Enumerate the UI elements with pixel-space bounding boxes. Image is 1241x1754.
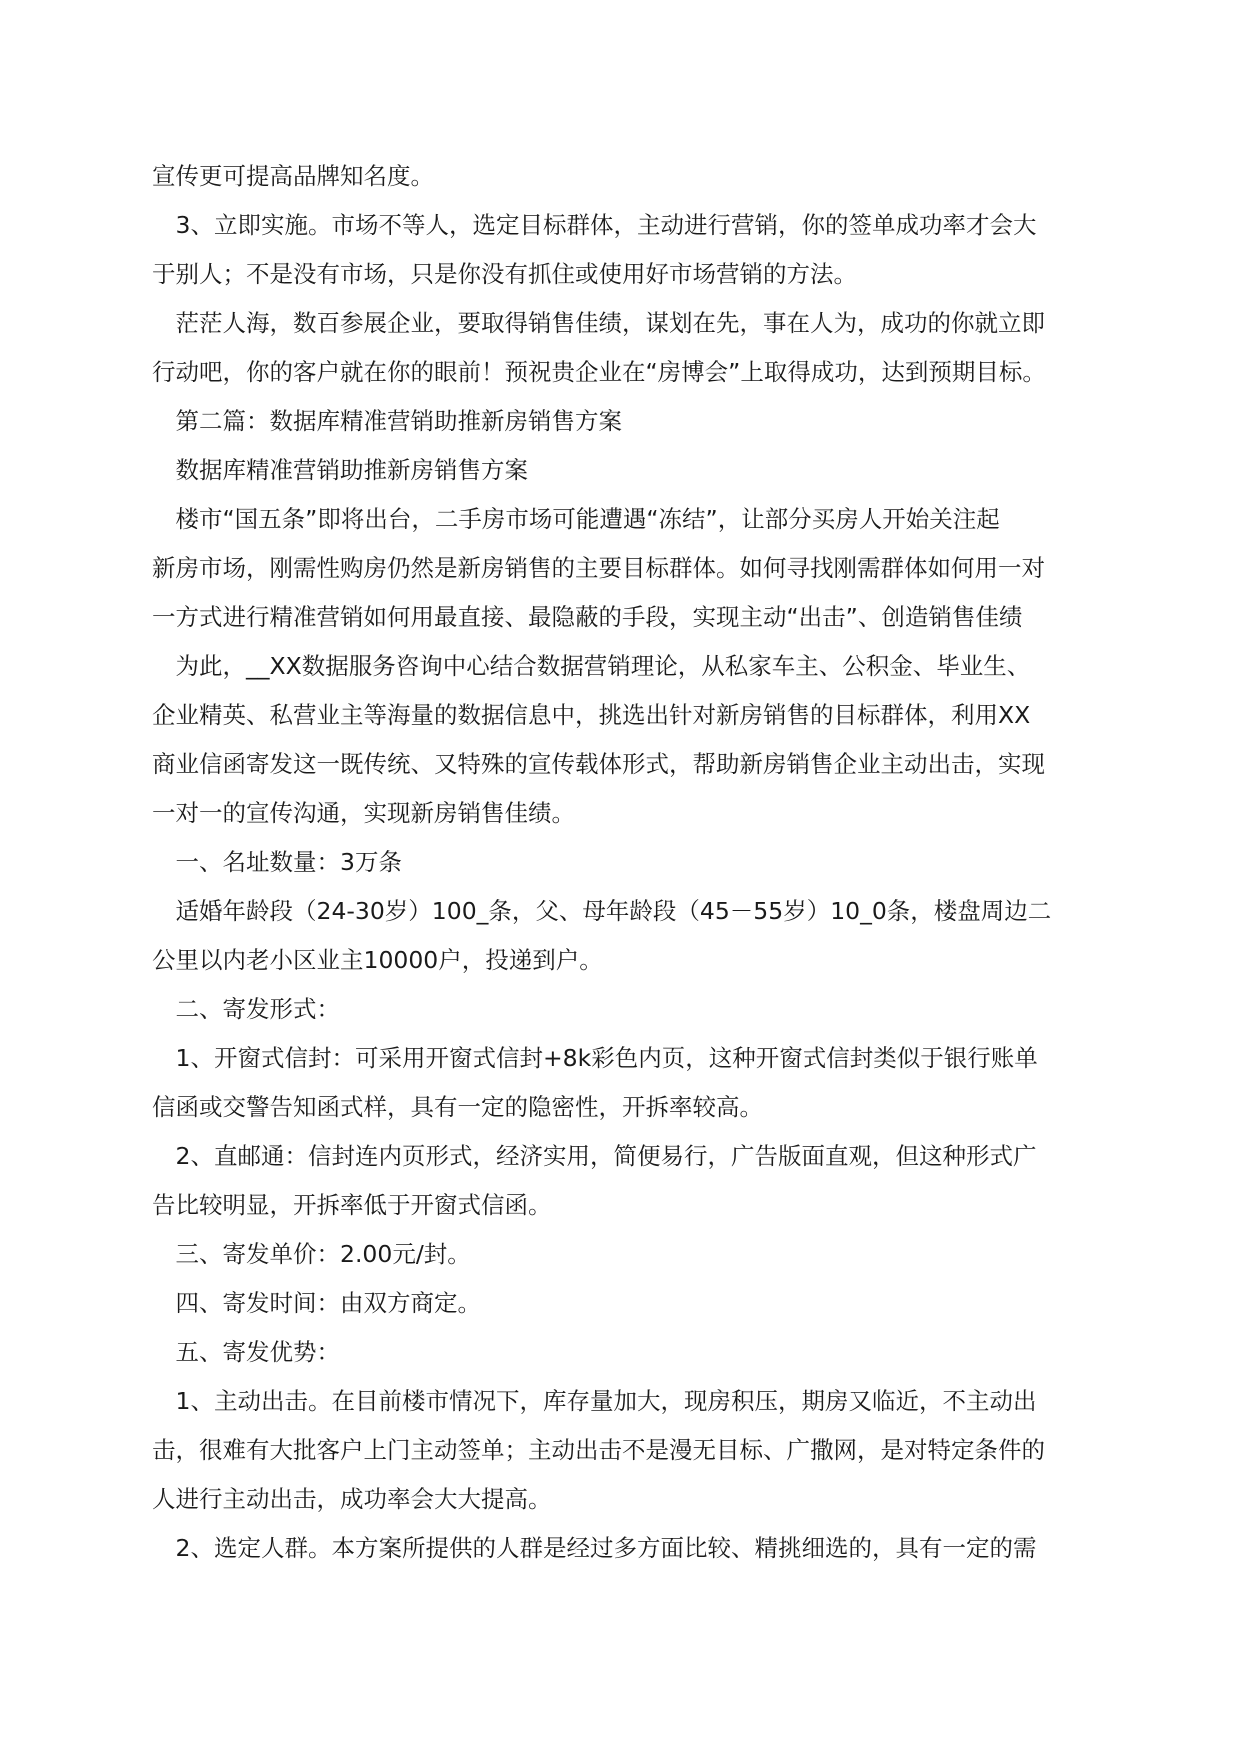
- list-heading: 五、寄发优势：: [152, 1338, 340, 1366]
- list-heading: 一、名址数量：3万条: [152, 848, 402, 876]
- paragraph-line: 楼市“国五条”即将出台，二手房市场可能遭遇“冻结”，让部分买房人开始关注起: [152, 505, 1000, 533]
- paragraph-line: 适婚年龄段（24-30岁）100_条，父、母年龄段（45－55岁）10_0条，楼盘周边二: [152, 897, 1052, 925]
- paragraph-line: 3、立即实施。市场不等人，选定目标群体，主动进行营销，你的签单成功率才会大: [152, 211, 1037, 239]
- document-body: [152, 152, 1090, 1573]
- paragraph-line: 商业信函寄发这一既传统、又特殊的宣传载体形式，帮助新房销售企业主动出击，实现: [152, 750, 1045, 778]
- section-title: 数据库精准营销助推新房销售方案: [152, 456, 528, 484]
- paragraph-line: 公里以内老小区业主10000户，投递到户。: [152, 946, 603, 974]
- paragraph-line: 击，很难有大批客户上门主动签单；主动出击不是漫无目标、广撒网，是对特定条件的: [152, 1436, 1045, 1464]
- paragraph-line: 企业精英、私营业主等海量的数据信息中，挑选出针对新房销售的目标群体，利用XX: [152, 701, 1031, 729]
- paragraph-line: 一方式进行精准营销如何用最直接、最隐蔽的手段，实现主动“出击”、创造销售佳绩: [152, 603, 1023, 631]
- list-heading: 二、寄发形式：: [152, 995, 340, 1023]
- paragraph-line: 2、选定人群。本方案所提供的人群是经过多方面比较、精挑细选的，具有一定的需: [152, 1534, 1037, 1562]
- paragraph-line: 信函或交警告知函式样，具有一定的隐密性，开拆率较高。: [152, 1093, 763, 1121]
- list-heading: 四、寄发时间：由双方商定。: [152, 1289, 481, 1317]
- paragraph-line: 宣传更可提高品牌知名度。: [152, 162, 434, 190]
- paragraph-line: 告比较明显，开拆率低于开窗式信函。: [152, 1191, 552, 1219]
- paragraph-line: 于别人；不是没有市场，只是你没有抓住或使用好市场营销的方法。: [152, 260, 857, 288]
- paragraph-line: 人进行主动出击，成功率会大大提高。: [152, 1485, 552, 1513]
- paragraph-line: 为此，__XX数据服务咨询中心结合数据营销理论，从私家车主、公积金、毕业生、: [152, 652, 1031, 680]
- paragraph-line: 1、主动出击。在目前楼市情况下，库存量加大，现房积压，期房又临近，不主动出: [152, 1387, 1037, 1415]
- paragraph-line: 2、直邮通：信封连内页形式，经济实用，简便易行，广告版面直观，但这种形式广: [152, 1142, 1037, 1170]
- section-heading: 第二篇：数据库精准营销助推新房销售方案: [152, 407, 622, 435]
- paragraph-line: 新房市场，刚需性购房仍然是新房销售的主要目标群体。如何寻找刚需群体如何用一对: [152, 554, 1045, 582]
- list-heading: 三、寄发单价：2.00元/封。: [152, 1240, 471, 1268]
- paragraph-line: 茫茫人海，数百参展企业，要取得销售佳绩，谋划在先，事在人为，成功的你就立即: [152, 309, 1045, 337]
- paragraph-line: 一对一的宣传沟通，实现新房销售佳绩。: [152, 799, 575, 827]
- paragraph-line: 1、开窗式信封：可采用开窗式信封+8k彩色内页，这种开窗式信封类似于银行账单: [152, 1044, 1038, 1072]
- paragraph-line: 行动吧，你的客户就在你的眼前！预祝贵企业在“房博会”上取得成功，达到预期目标。: [152, 358, 1046, 386]
